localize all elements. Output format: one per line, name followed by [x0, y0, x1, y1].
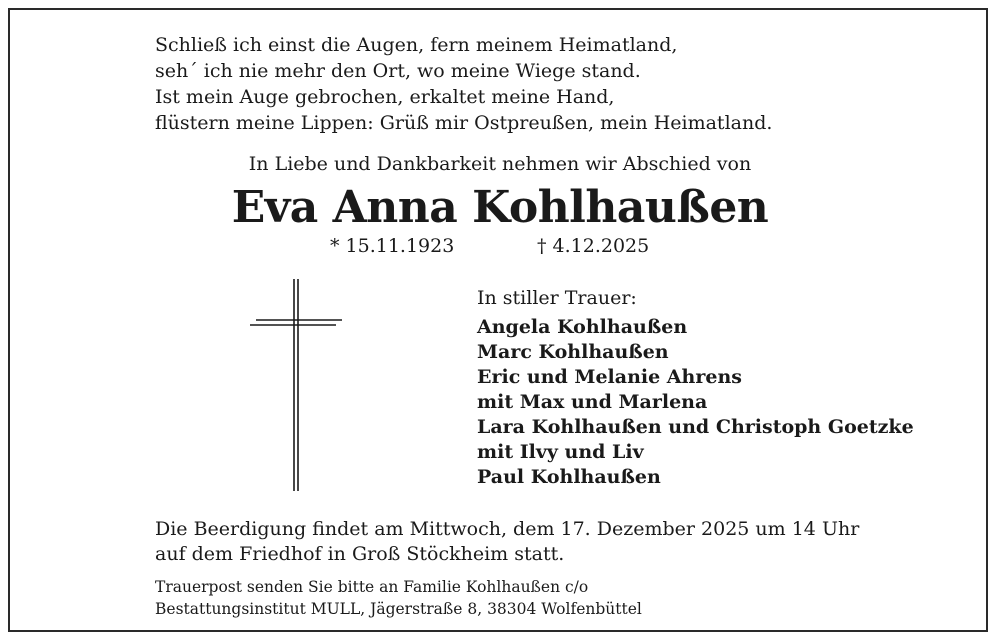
- poem-line: seh´ ich nie mehr den Ort, wo meine Wiege stand.: [155, 60, 641, 82]
- poem-line: Schließ ich einst die Augen, fern meinem Heimatland,: [155, 34, 678, 56]
- funeral-line: auf dem Friedhof in Groß Stöckheim statt.: [155, 543, 565, 565]
- funeral-line: Die Beerdigung findet am Mittwoch, dem 17. Dezember 2025 um 14 Uhr: [155, 518, 860, 540]
- mourners-heading: In stiller Trauer:: [477, 287, 637, 309]
- mourner-name: mit Max und Marlena: [477, 391, 708, 413]
- mourner-name: Angela Kohlhaußen: [477, 316, 688, 338]
- mourner-name: Lara Kohlhaußen und Christoph Goetzke: [477, 416, 914, 438]
- latin-cross-icon: [248, 279, 344, 493]
- mourner-name: Eric und Melanie Ahrens: [477, 366, 742, 388]
- funeral-notice: [155, 517, 955, 567]
- death-date: † 4.12.2025: [537, 235, 650, 257]
- address-line: Bestattungsinstitut MULL, Jägerstraße 8, 38304 Wolfenbüttel: [155, 600, 642, 618]
- farewell-intro: In Liebe und Dankbarkeit nehmen wir Abschied von: [248, 153, 752, 175]
- deceased-name: Eva Anna Kohlhaußen: [231, 182, 769, 233]
- poem: [155, 32, 935, 136]
- mourner-name: mit Ilvy und Liv: [477, 441, 644, 463]
- mourners-list: [477, 286, 957, 490]
- condolence-address: [155, 576, 955, 620]
- birth-date: * 15.11.1923: [330, 235, 455, 257]
- mourner-name: Marc Kohlhaußen: [477, 341, 669, 363]
- mourner-name: Paul Kohlhaußen: [477, 466, 661, 488]
- address-line: Trauerpost senden Sie bitte an Familie Kohlhaußen c/o: [155, 578, 589, 596]
- poem-line: Ist mein Auge gebrochen, erkaltet meine Hand,: [155, 86, 615, 108]
- poem-line: flüstern meine Lippen: Grüß mir Ostpreußen, mein Heimatland.: [155, 112, 773, 134]
